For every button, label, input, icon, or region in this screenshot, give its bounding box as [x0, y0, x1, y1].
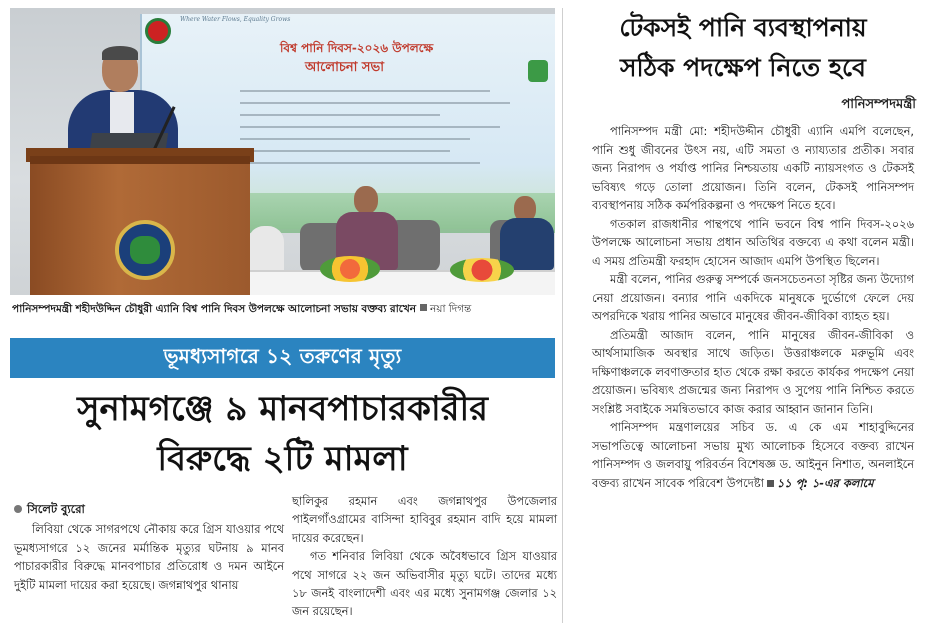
flower-arrangement: [450, 258, 514, 282]
column-2-paragraph-1: ছালিকুর রহমান এবং জগন্নাথপুর উপজেলার পাইলগাঁওগ্রামের বাসিন্দা হাবিবুর রহমান বাদি হয়ে মামলা দায়ের করেছেন।: [292, 494, 557, 545]
speaker-hair: [102, 46, 138, 60]
banner-text-line: [240, 150, 450, 152]
right-paragraph-1: পানিসম্পদ মন্ত্রী মো: শহীদউদ্দীন চৌধুরী এ্যানি এমপি বলেছেন, পানি শুধু জীবনের উৎস নয়, এটি সমতা ও ন্যায্যতার প্রতীক। সবার জন্য নিরাপদ ও পর্যাপ্ত পানির নিশ্চয়তায় একটি ন্যায়সংগত ও টেকসই ভবিষ্যৎ গড়ে তোলা প্রয়োজন। তিনি বলেন, টেকসই পানিসম্পদ ব্যবস্থাপনায় সঠিক কর্মপরিকল্পনা ও পদক্ষেপ নিতে হবে।: [592, 124, 914, 212]
banner-title-line1: বিশ্ব পানি দিবস-২০২৬ উপলক্ষে: [280, 41, 434, 55]
story-headline: [10, 384, 555, 484]
right-paragraph-4: প্রতিমন্ত্রী আজাদ বলেন, পানি মানুষের জীবন-জীবিকা ও আর্থসামাজিক অবস্থার সাথে জড়িত। উত্তরাঞ্চলকে মরুভূমি এবং দক্ষিণাঞ্চলকে লবণাক্ততার হাত থেকে রক্ষা করতে কার্যকর পদক্ষেপ নেয়া প্রয়োজন। ভবিষ্যৎ প্রজন্মের জন্য নিরাপদ ও সুপেয় পানি নিশ্চিত করতে সংশ্লিষ্ট সবাইকে সমন্বিতভাবে কাজ করার আহ্বান জানান তিনি।: [592, 327, 914, 416]
byline: [14, 500, 284, 518]
banner-text-line: [240, 90, 490, 92]
right-headline-line1: টেকসই পানি ব্যবস্থাপনায়: [619, 13, 867, 42]
podium-seal-map-icon: [130, 236, 160, 264]
photo-caption: [12, 302, 557, 319]
right-paragraph-5: [592, 418, 914, 492]
byline-bullet-icon: [14, 505, 22, 513]
right-paragraph-2: গতকাল রাজধানীর পান্থপথে পানি ভবনে বিশ্ব পানি দিবস-২০২৬ উপলক্ষে আলোচনা সভায় প্রধান অতিথির বক্তব্যে এ কথা বলেন মন্ত্রী। এ সময় প্রতিমন্ত্রী ফরহাদ হোসেন আজাদ এমপি উপস্থিত ছিলেন।: [592, 216, 914, 268]
column-divider: [562, 8, 563, 623]
ministry-logo-icon: [528, 60, 548, 82]
caption-text: পানিসম্পদমন্ত্রী শহীদউদ্দিন চৌধুরী এ্যানি বিশ্ব পানি দিবস উপলক্ষে আলোচনা সভায় বক্তব্য রাখেন: [12, 303, 417, 315]
story-column-2: [292, 492, 557, 621]
right-headline: [566, 8, 920, 88]
guest-body: [248, 226, 284, 274]
event-photo: [10, 8, 555, 295]
headline-line1: সুনামগঞ্জে ৯ মানবপাচারকারীর: [77, 389, 488, 429]
guest-head: [354, 186, 378, 214]
column-2-paragraph-2: গত শনিবার লিবিয়া থেকে অবৈধভাবে গ্রিস যাওয়ার পথে সাগরে ২২ জন অভিবাসীর মৃত্যু ঘটে। তাদের মধ্যে ১৮ জনই বাংলাদেশী এবং এর মধ্যে সুনামগঞ্জ জেলার ১২ জন রয়েছেন।: [292, 549, 557, 619]
banner-tagline: Where Water Flows, Equality Grows: [180, 16, 291, 23]
right-subhead: পানিসম্পদমন্ত্রী: [841, 97, 916, 112]
right-paragraph-5-text: পানিসম্পদ মন্ত্রণালয়ের সচিব ড. এ কে এম শাহাবুদ্দিনের সভাপতিত্বে আলোচনা সভায় মুখ্য আলোচক হিসেবে বক্তব্য রাখেন পানিসম্পদ ও জলবায়ু পরিবর্তন বিশেষজ্ঞ ড. আইনুন নিশাত, অনলাইনে বক্তব্য রাখেন সাবেক পরিবেশ উপদেষ্টা: [592, 420, 914, 490]
right-paragraph-3: মন্ত্রী বলেন, পানির গুরুত্ব সম্পর্কে জনসচেতনতা সৃষ্টির জন্য উদ্যোগ নেয়া প্রয়োজন। বন্যার পানি একদিকে মানুষকে দুর্ভোগে ফেলে দেয় অপরদিকে খরায় পানির অভাবে মানুষের জীবন-জীবিকা ব্যাহত হয়।: [592, 272, 914, 323]
headline-line2: বিরুদ্ধে ২টি মামলা: [157, 439, 408, 479]
banner-text-line: [240, 126, 500, 128]
photo-credit: নয়া দিগন্ত: [430, 303, 472, 315]
square-bullet-icon: [420, 304, 427, 311]
story-column-1: [14, 500, 284, 594]
right-headline-line2: সঠিক পদক্ষেপ নিতে হবে: [620, 53, 866, 82]
continued-on-link[interactable]: ১১ পৃ: ১-এর কলামে: [776, 475, 874, 490]
government-emblem-icon: [145, 18, 171, 44]
column-1-paragraph: লিবিয়া থেকে সাগরপথে নৌকায় করে গ্রিস যাওয়ার পথে ভূমধ্যসাগরে ১২ জনের মর্মান্তিক মৃত্যুর ঘটনায় ৯ মানব পাচারকারীর বিরুদ্ধে মানবপাচার প্রতিরোধ ও দমন আইনে দুইটি মামলা দায়ের করা হয়েছে। জগন্নাথপুর থানায়: [14, 522, 284, 592]
banner-text-line: [240, 138, 470, 140]
byline-text: সিলেট ব্যুরো: [27, 502, 85, 516]
flower-arrangement: [320, 256, 380, 282]
story-kicker: ভূমধ্যসাগরে ১২ তরুণের মৃত্যু: [10, 338, 555, 378]
banner-text-line: [240, 102, 510, 104]
banner-text-line: [240, 114, 440, 116]
right-story-body: [592, 122, 914, 492]
jump-square-icon: [767, 480, 774, 487]
banner-title-line2: আলোচনা সভা: [305, 60, 384, 75]
banner-text-line: [240, 162, 480, 164]
